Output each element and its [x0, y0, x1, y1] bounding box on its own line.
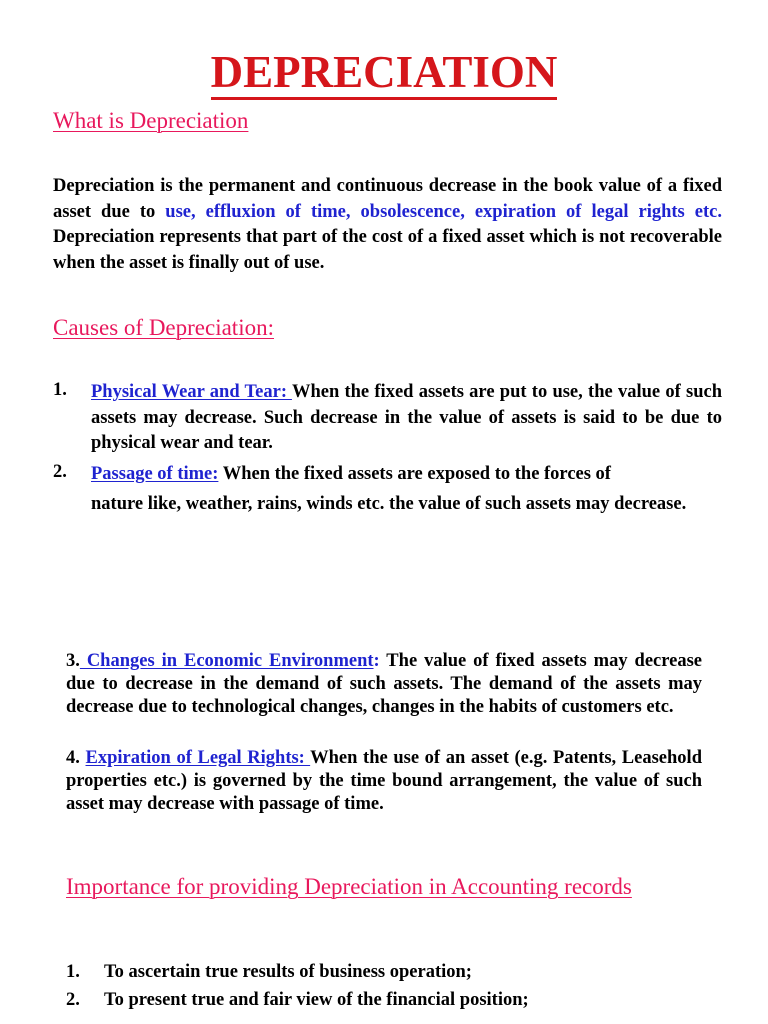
economic-environment-label: Changes in Economic Environment — [79, 651, 374, 671]
list-item: Physical Wear and Tear: When the fixed assets are put to use, the value of such assets may decrease. Such decrease in the value of assets is said to be due to physical wear and tear. — [91, 382, 722, 453]
definition-paragraph: Depreciation is the permanent and continuous decrease in the book value of a fixed asset due to use, effluxion of time, obsolescence, expiration of legal rights etc. Depreciation represents that part of the cost of a fixed asset which is not recoverable when the asset is finally out of use. — [53, 176, 722, 273]
importance-heading: Importance for providing Depreciation in Accounting records — [66, 874, 632, 899]
what-is-heading: What is Depreciation — [53, 108, 249, 133]
list-item: 2. To present true and fair view of the financial position; — [66, 990, 529, 1010]
list-item: 1. To ascertain true results of business operation; — [66, 962, 472, 982]
list-item-number: 2. — [53, 462, 67, 482]
page-title: DEPRECIATION — [0, 44, 768, 100]
cause-item-4: 4. Expiration of Legal Rights: When the use of an asset (e.g. Patents, Leasehold properties etc.) is governed by the time bound arrangement, the value of such asset may decrease with passage of time. — [66, 748, 702, 814]
list-item: Passage of time: When the fixed assets are exposed to the forces of — [91, 464, 611, 484]
definition-causes-highlight: use, effluxion of time, obsolescence, expiration of legal rights etc. — [165, 201, 722, 222]
passage-of-time-label: Passage of time: — [91, 464, 219, 484]
cause-item-3: 3. Changes in Economic Environment: The value of fixed assets may decrease due to decrease in the demand of such assets. The demand of the assets may decrease due to technological changes, changes in the habits of customers etc. — [66, 651, 702, 717]
causes-heading: Causes of Depreciation: — [53, 315, 274, 340]
legal-rights-label: Expiration of Legal Rights: — [85, 748, 311, 768]
physical-wear-label: Physical Wear and Tear: — [91, 382, 292, 402]
list-item-continuation: nature like, weather, rains, winds etc. the value of such assets may decrease. — [91, 494, 687, 514]
list-item-number: 1. — [53, 380, 67, 400]
